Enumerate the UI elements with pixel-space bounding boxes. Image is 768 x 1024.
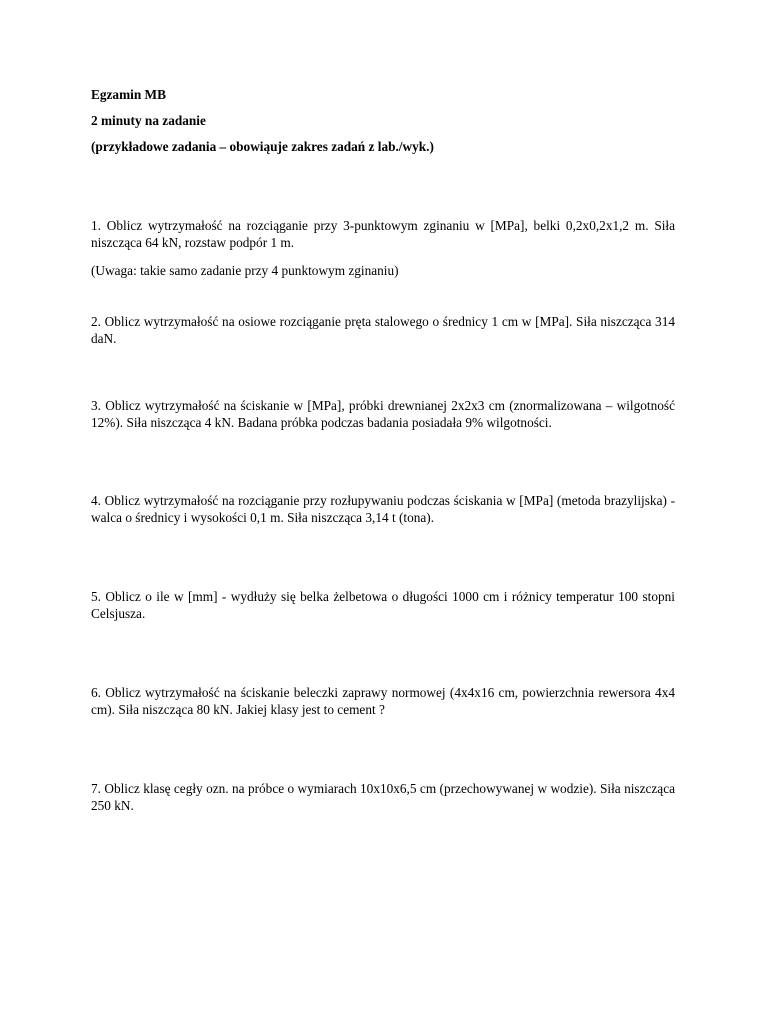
scope-note: (przykładowe zadania – obowiąuje zakres zadań z lab./wyk.) (91, 139, 434, 154)
task-4: 4. Oblicz wytrzymałość na rozciąganie przy rozłupywaniu podczas ściskania w [MPa] (metoda brazylijska) - walca o średnicy i wysokości 0,1 m. Siła niszcząca 3,14 t (tona). (91, 493, 675, 525)
task-1: 1. Oblicz wytrzymałość na rozciąganie przy 3-punktowym zginaniu w [MPa], belki 0,2x0,2x1,2 m. Siła niszcząca 64 kN, rozstaw podpór 1 m. (91, 218, 675, 250)
exam-title: Egzamin MB (91, 87, 166, 102)
task-1-note: (Uwaga: takie samo zadanie przy 4 punktowym zginaniu) (91, 263, 399, 278)
task-6: 6. Oblicz wytrzymałość na ściskanie beleczki zaprawy normowej (4x4x16 cm, powierzchnia rewersora 4x4 cm). Siła niszcząca 80 kN. Jakiej klasy jest to cement ? (91, 685, 675, 717)
task-3: 3. Oblicz wytrzymałość na ściskanie w [MPa], próbki drewnianej 2x2x3 cm (znormalizowana – wilgotność 12%). Siła niszcząca 4 kN. Badana próbka podczas badania posiadała 9% wilgotności. (91, 398, 675, 430)
task-7: 7. Oblicz klasę cegły ozn. na próbce o wymiarach 10x10x6,5 cm (przechowywanej w wodzie). Siła niszcząca 250 kN. (91, 781, 675, 813)
time-limit: 2 minuty na zadanie (91, 113, 206, 128)
task-5: 5. Oblicz o ile w [mm] - wydłuży się belka żelbetowa o długości 1000 cm i różnicy temperatur 100 stopni Celsjusza. (91, 589, 675, 621)
task-2: 2. Oblicz wytrzymałość na osiowe rozciąganie pręta stalowego o średnicy 1 cm w [MPa]. Siła niszcząca 314 daN. (91, 314, 675, 346)
